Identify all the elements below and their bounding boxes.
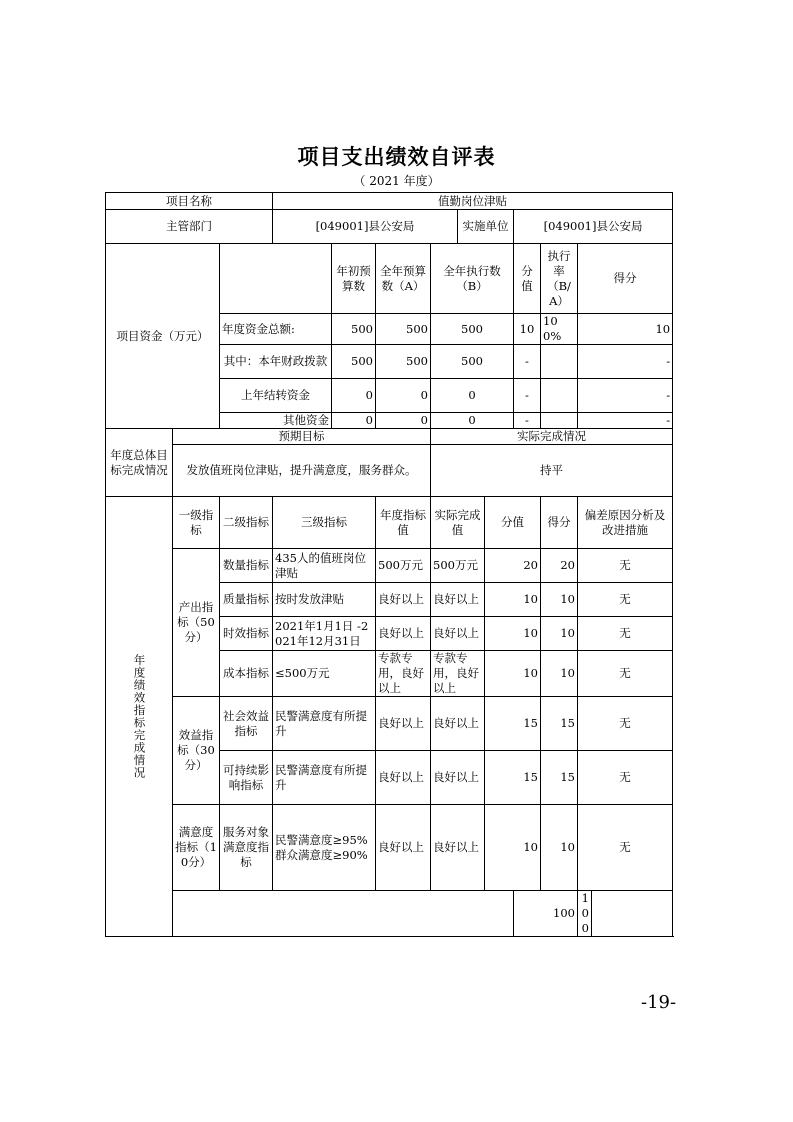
ind-header-target: 年度指标值 (376, 497, 431, 549)
ind-level2: 服务对象满意度指标 (220, 805, 273, 891)
funds-row-value: - (514, 413, 541, 429)
page-title: 项目支出绩效自评表 (297, 144, 496, 169)
funds-row-rate: 100% (541, 314, 578, 345)
funds-row-label: 其他资金 (220, 413, 332, 429)
funds-row-rate (541, 345, 578, 379)
ind-score: 10 (541, 583, 578, 617)
funds-header-annual: 全年预算数（A） (376, 244, 431, 314)
funds-row-score: - (578, 413, 673, 429)
funds-row-annual: 500 (376, 314, 431, 345)
funds-row-label: 其中：本年财政拨款 (220, 345, 332, 379)
ind-header-level2: 二级指标 (220, 497, 273, 549)
impl-value: [049001]县公安局 (514, 210, 673, 244)
page-number: -19- (641, 992, 677, 1013)
ind-level3: 435人的值班岗位津贴 (273, 549, 376, 583)
funds-header-exec: 全年执行数（B） (431, 244, 514, 314)
ind-level3: 民警满意度有所提升 (273, 751, 376, 805)
group-output: 产出指标（50分） (173, 549, 220, 697)
ind-target: 良好以上 (376, 697, 431, 751)
ind-level3: ≤500万元 (273, 651, 376, 697)
ind-actual: 500万元 (431, 549, 485, 583)
ind-value: 10 (485, 583, 541, 617)
group-satisfaction: 满意度指标（10分） (173, 805, 220, 891)
ind-level2: 时效指标 (220, 617, 273, 651)
funds-row-annual: 500 (376, 345, 431, 379)
ind-score: 15 (541, 751, 578, 805)
ind-note: 无 (578, 617, 673, 651)
funds-header-value: 分值 (514, 244, 541, 314)
ind-note: 无 (578, 697, 673, 751)
ind-actual: 良好以上 (431, 617, 485, 651)
funds-header-initial: 年初预算数 (332, 244, 376, 314)
ind-note: 无 (578, 583, 673, 617)
indicators-label-text: 年度绩效指标完成情况 (132, 654, 147, 779)
funds-row-annual: 0 (376, 379, 431, 413)
total-label-blank (173, 891, 514, 937)
ind-level2: 质量指标 (220, 583, 273, 617)
ind-level3: 2021年1月1日 -2021年12月31日 (273, 617, 376, 651)
funds-row-value: - (514, 379, 541, 413)
goals-actual-header: 实际完成情况 (431, 429, 673, 445)
ind-note: 无 (578, 805, 673, 891)
ind-value: 10 (485, 617, 541, 651)
funds-row-exec: 0 (431, 379, 514, 413)
ind-level2: 社会效益指标 (220, 697, 273, 751)
funds-row-score: - (578, 345, 673, 379)
project-name-label: 项目名称 (106, 193, 273, 210)
ind-header-level3: 三级指标 (273, 497, 376, 549)
ind-level2: 数量指标 (220, 549, 273, 583)
funds-header-score: 得分 (578, 244, 673, 314)
impl-label: 实施单位 (458, 210, 514, 244)
ind-header-value: 分值 (485, 497, 541, 549)
group-benefit: 效益指标（30分） (173, 697, 220, 805)
ind-level2: 可持续影响指标 (220, 751, 273, 805)
ind-level3: 民警满意度≥95% 群众满意度≥90% (273, 805, 376, 891)
ind-score: 15 (541, 697, 578, 751)
funds-row-exec: 500 (431, 314, 514, 345)
ind-actual: 良好以上 (431, 697, 485, 751)
ind-header-actual: 实际完成值 (431, 497, 485, 549)
ind-header-score: 得分 (541, 497, 578, 549)
funds-row-annual: 0 (376, 413, 431, 429)
ind-score: 10 (541, 651, 578, 697)
total-score: 100 (578, 891, 592, 937)
ind-target: 500万元 (376, 549, 431, 583)
goals-label: 年度总体目标完成情况 (106, 429, 173, 497)
ind-target: 良好以上 (376, 805, 431, 891)
ind-level2: 成本指标 (220, 651, 273, 697)
funds-row-value: - (514, 345, 541, 379)
dept-label: 主管部门 (106, 210, 273, 244)
funds-row-label: 上年结转资金 (220, 379, 332, 413)
ind-value: 10 (485, 805, 541, 891)
funds-header-rate: 执行率（B/A） (541, 244, 578, 314)
funds-row-exec: 0 (431, 413, 514, 429)
ind-level3: 民警满意度有所提升 (273, 697, 376, 751)
ind-target: 良好以上 (376, 751, 431, 805)
funds-row-score: 10 (578, 314, 673, 345)
funds-header-blank (220, 244, 332, 314)
ind-header-note: 偏差原因分析及改进措施 (578, 497, 673, 549)
total-note-blank (592, 891, 673, 937)
ind-actual: 良好以上 (431, 751, 485, 805)
goals-expected-header: 预期目标 (173, 429, 431, 445)
funds-row-initial: 500 (332, 314, 376, 345)
funds-row-initial: 0 (332, 413, 376, 429)
funds-row-rate (541, 413, 578, 429)
report-year: （ 2021 年度） (353, 174, 440, 188)
ind-target: 良好以上 (376, 583, 431, 617)
funds-row-initial: 0 (332, 379, 376, 413)
ind-value: 10 (485, 651, 541, 697)
ind-value: 15 (485, 697, 541, 751)
goals-expected: 发放值班岗位津贴，提升满意度，服务群众。 (173, 445, 431, 497)
funds-row-rate (541, 379, 578, 413)
ind-header-level1: 一级指标 (173, 497, 220, 549)
funds-row-label: 年度资金总额: (220, 314, 332, 345)
ind-score: 10 (541, 617, 578, 651)
ind-actual: 良好以上 (431, 583, 485, 617)
ind-actual: 良好以上 (431, 805, 485, 891)
ind-level3: 按时发放津贴 (273, 583, 376, 617)
indicators-label (106, 497, 173, 937)
ind-note: 无 (578, 651, 673, 697)
funds-row-exec: 500 (431, 345, 514, 379)
funds-row-initial: 500 (332, 345, 376, 379)
funds-label: 项目资金（万元） (106, 244, 220, 429)
ind-note: 无 (578, 751, 673, 805)
funds-row-value: 10 (514, 314, 541, 345)
funds-row-score: - (578, 379, 673, 413)
dept-value: [049001]县公安局 (273, 210, 458, 244)
project-name: 值勤岗位津贴 (273, 193, 673, 210)
ind-note: 无 (578, 549, 673, 583)
ind-value: 15 (485, 751, 541, 805)
ind-target: 专款专用，良好以上 (376, 651, 431, 697)
ind-score: 10 (541, 805, 578, 891)
goals-actual: 持平 (431, 445, 673, 497)
ind-score: 20 (541, 549, 578, 583)
ind-target: 良好以上 (376, 617, 431, 651)
ind-value: 20 (485, 549, 541, 583)
total-value: 100 (514, 891, 578, 937)
ind-actual: 专款专用，良好以上 (431, 651, 485, 697)
evaluation-table (105, 192, 673, 937)
